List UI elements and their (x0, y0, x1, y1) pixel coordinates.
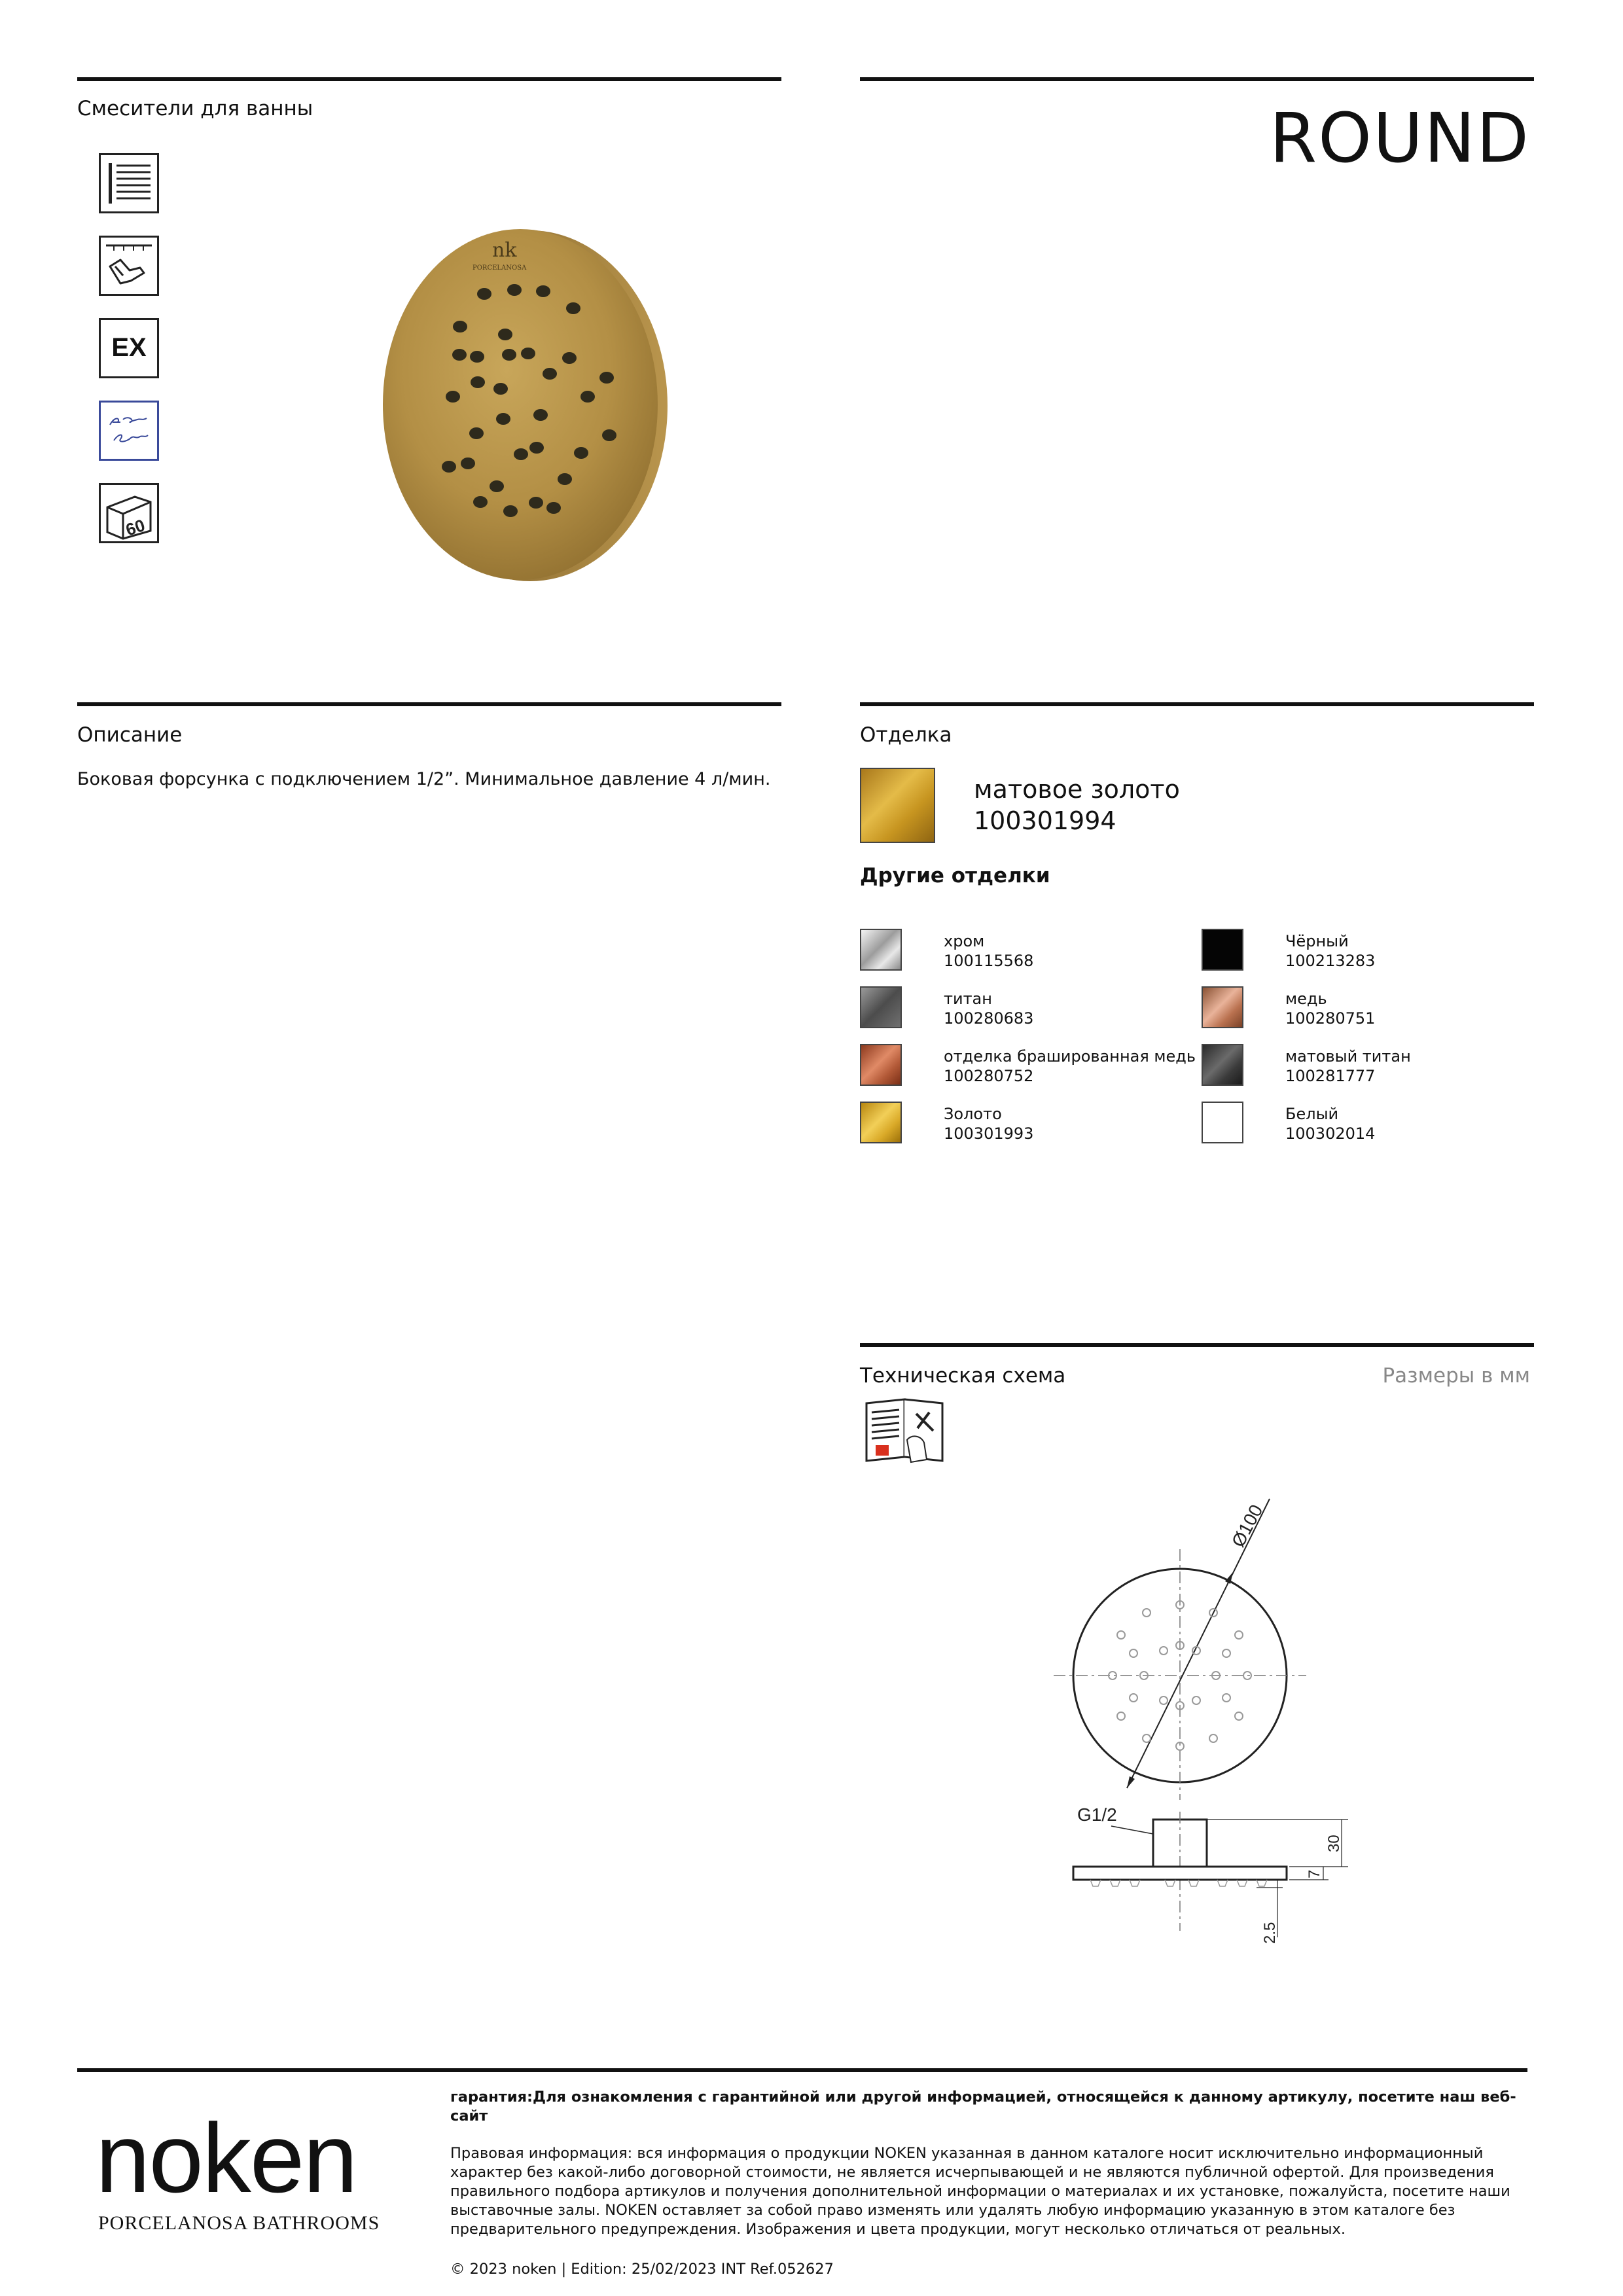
finish-code: 100301993 (944, 1124, 1034, 1143)
finish-code: 100280751 (1285, 1009, 1376, 1028)
hand-shower-icon (99, 236, 159, 296)
manual-icon[interactable] (861, 1394, 953, 1466)
current-finish-swatch (860, 768, 935, 843)
other-finishes-title: Другие отделки (860, 864, 1050, 888)
finish-name: Чёрный (1285, 932, 1349, 950)
finish-swatch (1202, 1044, 1243, 1086)
height-label: 30 (1325, 1835, 1343, 1852)
technical-sheet-icon (99, 153, 159, 213)
finish-swatch (860, 1102, 902, 1143)
ex-label: EX (111, 333, 147, 362)
product-image (373, 223, 674, 589)
product-title: ROUND (1269, 98, 1530, 178)
finish-swatch (1202, 929, 1243, 971)
warranty-text: гарантия:Для ознакомления с гарантийной или другой информацией, относящейся к данному артикулу, посетите наш веб-сайт (450, 2089, 1516, 2125)
ex-badge-icon (99, 318, 159, 378)
description-rule (77, 702, 781, 706)
current-finish-code: 100301994 (974, 806, 1116, 835)
product-brand-line: PORCELANOSA (473, 264, 527, 272)
finish-name: титан (944, 990, 992, 1008)
brand-logo: noken (96, 2103, 357, 2213)
finish-code: 100281777 (1285, 1067, 1376, 1085)
nozzle-label: 2.5 (1261, 1922, 1279, 1944)
finish-code: 100213283 (1285, 952, 1376, 970)
description-title: Описание (77, 723, 183, 747)
finish-swatch (860, 929, 902, 971)
finish-name: Золото (944, 1105, 1002, 1123)
finish-code: 100302014 (1285, 1124, 1376, 1143)
finish-name: Белый (1285, 1105, 1339, 1123)
units-label: Размеры в мм (1382, 1364, 1530, 1388)
footer-rule (77, 2068, 1527, 2072)
finish-code: 100280683 (944, 1009, 1034, 1028)
legal-text: Правовая информация: вся информация о продукции NOKEN указанная в данном каталоге носит исключительно информационный характер без какой-либо договорной стоимости, не является исчерпывающей и не являются публичной офертой. Для произведения правильного подбора артикулов и получения дополнительной информации о материалах и их установке, пожалуйста, посетите наши выставочные залы. NOKEN оставляет за собой право изменять или удалять любую информацию указанную в этом каталоге без предварительного предупреждения. Изображения и цвета продукции, могут несколько отличаться от реальных. (450, 2145, 1510, 2238)
plate-label: 7 (1306, 1869, 1323, 1878)
thread-label: G1/2 (1077, 1804, 1117, 1825)
description-text: Боковая форсунка с подключением 1/2”. Минимальное давление 4 л/мин. (77, 769, 771, 789)
finish-title: Отделка (860, 723, 952, 747)
copyright-text: © 2023 noken | Edition: 25/02/2023 INT Ref.052627 (450, 2261, 834, 2278)
technical-drawing (1021, 1473, 1414, 1996)
finish-rule (860, 702, 1534, 706)
finish-name: матовый титан (1285, 1047, 1411, 1066)
category-label: Смесители для ванны (77, 97, 313, 120)
finish-swatch (1202, 986, 1243, 1028)
top-left-rule (77, 77, 781, 81)
finish-code: 100280752 (944, 1067, 1034, 1085)
finish-studio-icon (99, 401, 159, 461)
current-finish-name: матовое золото (974, 775, 1180, 804)
60-label: 60 (123, 515, 148, 540)
technical-title: Техническая схема (860, 1364, 1066, 1388)
finish-swatch (1202, 1102, 1243, 1143)
finish-swatch (860, 1044, 902, 1086)
product-logo: nk (492, 239, 517, 262)
finish-name: отделка брашированная медь (944, 1047, 1196, 1066)
brand-subline: PORCELANOSA BATHROOMS (98, 2212, 380, 2234)
finish-swatch (860, 986, 902, 1028)
finish-name: хром (944, 932, 985, 950)
top-right-rule (860, 77, 1534, 81)
diameter-label: Ø100 (1227, 1501, 1267, 1551)
technical-rule (860, 1343, 1534, 1347)
finish-code: 100115568 (944, 952, 1034, 970)
60-rating-icon (99, 483, 159, 543)
finish-name: медь (1285, 990, 1327, 1008)
